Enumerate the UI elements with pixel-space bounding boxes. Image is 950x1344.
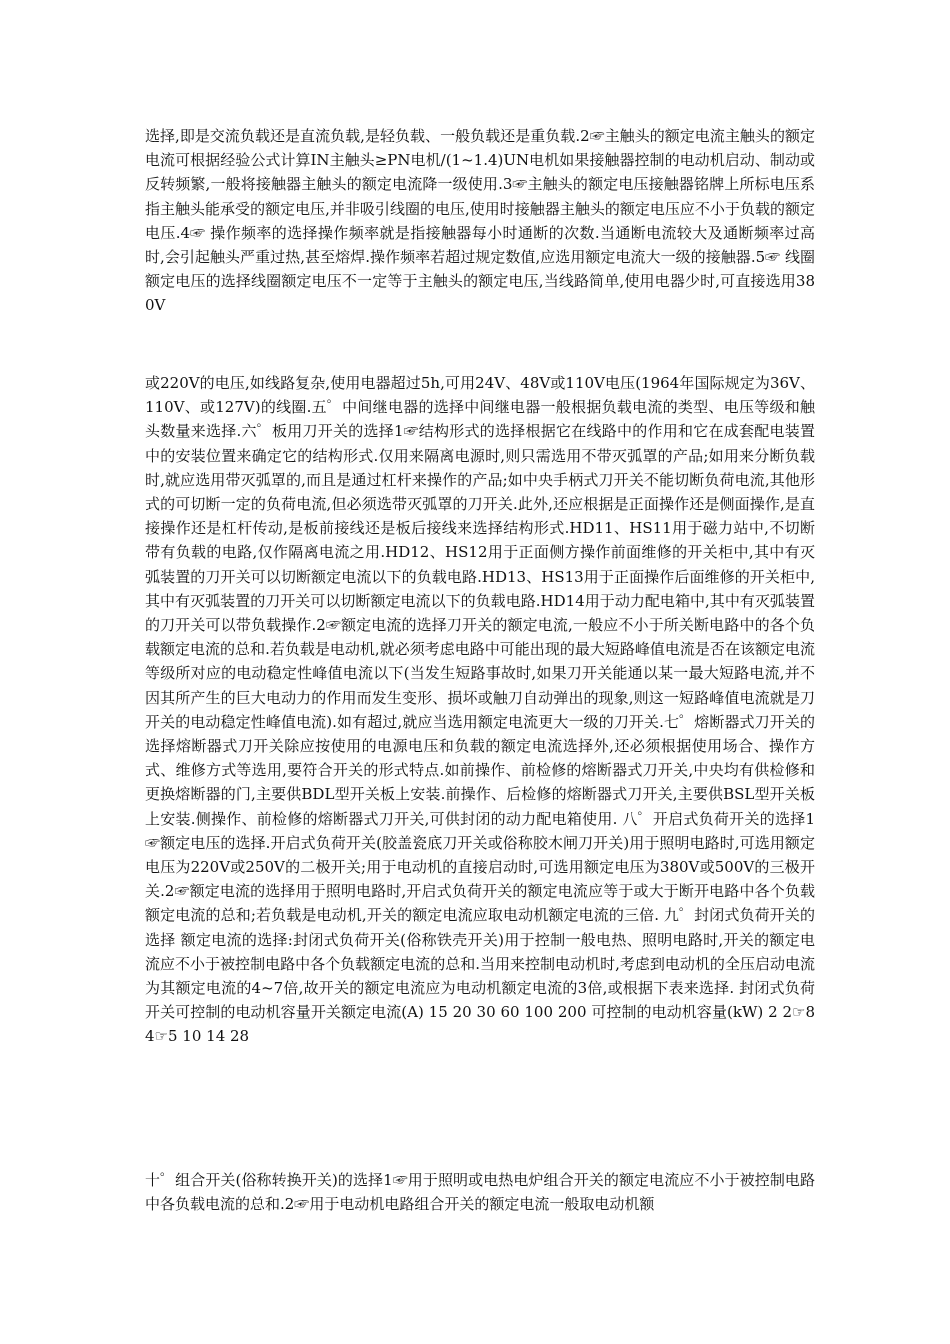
body-paragraph: 选择,即是交流负载还是直流负载,是轻负载、一般负载还是重负载.2☞主触头的额定电流主触头的额定电流可根据经验公式计算IN主触头≥PN电机/(1~1.4)UN电机如果接触器控制的电动机启动、制动或反转频繁,一般将接触器主触头的额定电流降一级使用.3☞主触头的额定电压接触器铭牌上所标电压系指主触头能承受的额定电压,并非吸引线圈的电压,使用时接触器主触头的额定电压应不小于负载的额定电压.4☞ 操作频率的选择操作频率就是指接触器每小时通断的次数.当通断电流较大及通断频率过高时,会引起触头严重过热,甚至熔焊.操作频率若超过规定数值,应选用额定电流大一级的接触器.5☞ 线圈额定电压的选择线圈额定电压不一定等于主触头的额定电压,当线路简单,使用电器少时,可直接选用380V: [145, 127, 815, 315]
body-paragraph: 十゜组合开关(俗称转换开关)的选择1☞用于照明或电热电炉组合开关的额定电流应不小于被控制电路中各负载电流的总和.2☞用于电动机电路组合开关的额定电流一般取电动机额: [145, 1171, 815, 1214]
body-paragraph: 或220V的电压,如线路复杂,使用电器超过5h,可用24V、48V或110V电压(1964年国际规定为36V、110V、或127V)的线圈.五゜中间继电器的选择中间继电器一般根据负载电流的类型、电压等级和触头数量来选择.六゜板用刀开关的选择1☞结构形式的选择根据它在线路中的作用和它在成套配电装置中的安装位置来确定它的结构形式.仅用来隔离电源时,则只需选用不带灭弧罩的产品;如用来分断负载时,就应选用带灭弧罩的,而且是通过杠杆来操作的产品;如中央手柄式刀开关不能切断负荷电流,其他形式的可切断一定的负荷电流,但必须选带灭弧罩的刀开关.此外,还应根据是正面操作还是侧面操作,是直接操作还是杠杆传动,是板前接线还是板后接线来选择结构形式.HD11、HS11用于磁力站中,不切断带有负载的电路,仅作隔离电流之用.HD12、HS12用于正面侧方操作前面维修的开关柜中,其中有灭弧装置的刀开关可以切断额定电流以下的负载电路.HD13、HS13用于正面操作后面维修的开关柜中,其中有灭弧装置的刀开关可以切断额定电流以下的负载电路.HD14用于动力配电箱中,其中有灭弧装置的刀开关可以带负载操作.2☞额定电流的选择刀开关的额定电流,一般应不小于所关断电路中的各个负载额定电流的总和.若负载是电动机,就必须考虑电路中可能出现的最大短路峰值电流是否在该额定电流等级所对应的电动稳定性峰值电流以下(当发生短路事故时,如果刀开关能通以某一最大短路电流,并不因其所产生的巨大电动力的作用而发生变形、损坏或触刀自动弹出的现象,则这一短路峰值电流就是刀开关的电动稳定性峰值电流).如有超过,就应当选用额定电流更大一级的刀开关.七゜熔断器式刀开关的选择熔断器式刀开关除应按使用的电源电压和负载的额定电流选择外,还必须根据使用场合、操作方式、维修方式等选用,要符合开关的形式特点.如前操作、前检修的熔断器式刀开关,中央均有供检修和更换熔断器的门,主要供BDL型开关板上安装.前操作、后检修的熔断器式刀开关,主要供BSL型开关板上安装.侧操作、前检修的熔断器式刀开关,可供封闭的动力配电箱使用. 八゜开启式负荷开关的选择1☞额定电压的选择.开启式负荷开关(胶盖瓷底刀开关或俗称胶木闸刀开关)用于照明电路时,可选用额定电压为220V或250V的二极开关;用于电动机的直接启动时,可选用额定电压为380V或500V的三极开关.2☞额定电流的选择用于照明电路时,开启式负荷开关的额定电流应等于或大于断开电路中各个负载额定电流的总和;若负载是电动机,开关的额定电流应取电动机额定电流的三倍. 九゜封闭式负荷开关的选择 额定电流的选择:封闭式负荷开关(俗称铁壳开关)用于控制一般电热、照明电路时,开关的额定电流应不小于被控制电路中各个负载额定电流的总和.当用来控制电动机时,考虑到电动机的全压启动电流为其额定电流的4~7倍,故开关的额定电流应为电动机额定电流的3倍,或根据下表来选择. 封闭式负荷开关可控制的电动机容量开关额定电流(A) 15 20 30 60 100 200 可控制的电动机容量(kW) 2 2☞8 4☞5 10 14 28: [145, 374, 815, 1046]
